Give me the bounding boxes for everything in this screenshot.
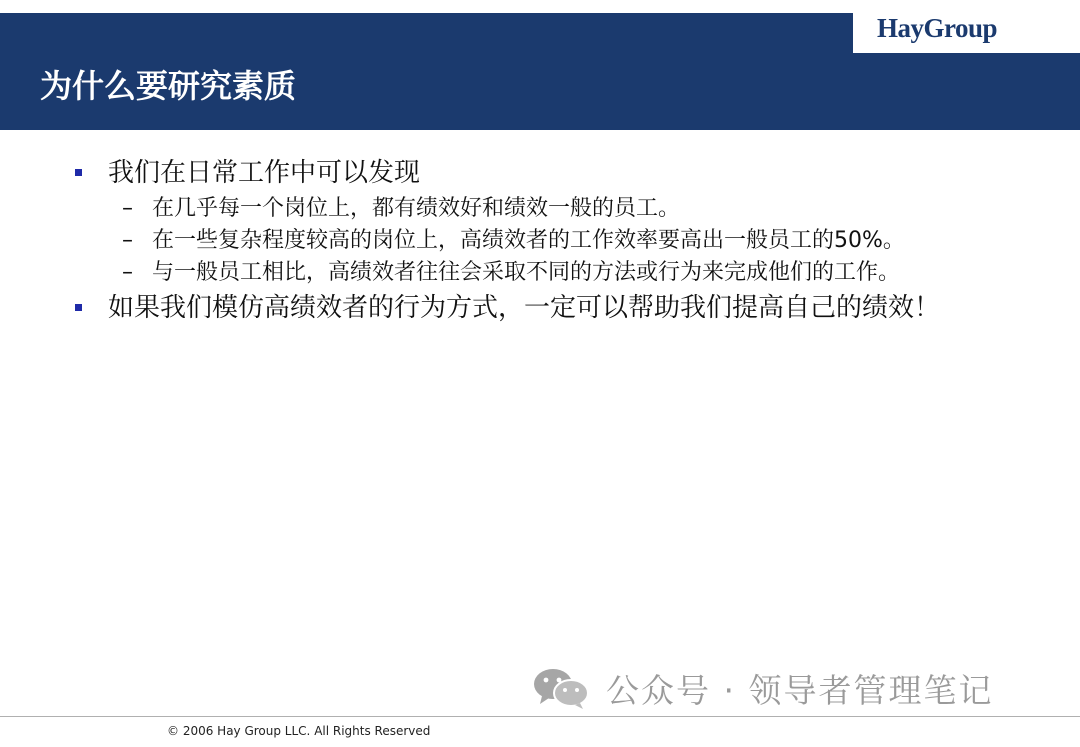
footer-copyright: © 2006 Hay Group LLC. All Rights Reserved	[167, 724, 431, 738]
wechat-icon	[532, 666, 590, 710]
bullet-marker	[75, 304, 82, 311]
watermark-text: 公众号 · 领导者管理笔记	[606, 670, 994, 710]
dash-marker: –	[122, 196, 133, 221]
bullet-2-text: 如果我们模仿高绩效者的行为方式，一定可以帮助我们提高自己的绩效！	[108, 293, 941, 323]
sub-bullet-1: 在几乎每一个岗位上，都有绩效好和绩效一般的员工。	[152, 196, 681, 221]
sub-bullet-2: 在一些复杂程度较高的岗位上，高绩效者的工作效率要高出一般员工的50%。	[152, 228, 905, 253]
dash-marker: –	[122, 228, 133, 253]
dash-marker: –	[122, 260, 133, 285]
sub-bullet-3: 与一般员工相比，高绩效者往往会采取不同的方法或行为来完成他们的工作。	[152, 260, 901, 285]
haygroup-logo: HayGroup	[877, 13, 998, 43]
bullet-marker	[75, 169, 82, 176]
watermark	[532, 664, 993, 712]
slide-title: 为什么要研究素质	[40, 67, 297, 105]
bullet-1-text: 我们在日常工作中可以发现	[108, 158, 421, 188]
footer-divider	[0, 716, 1080, 717]
